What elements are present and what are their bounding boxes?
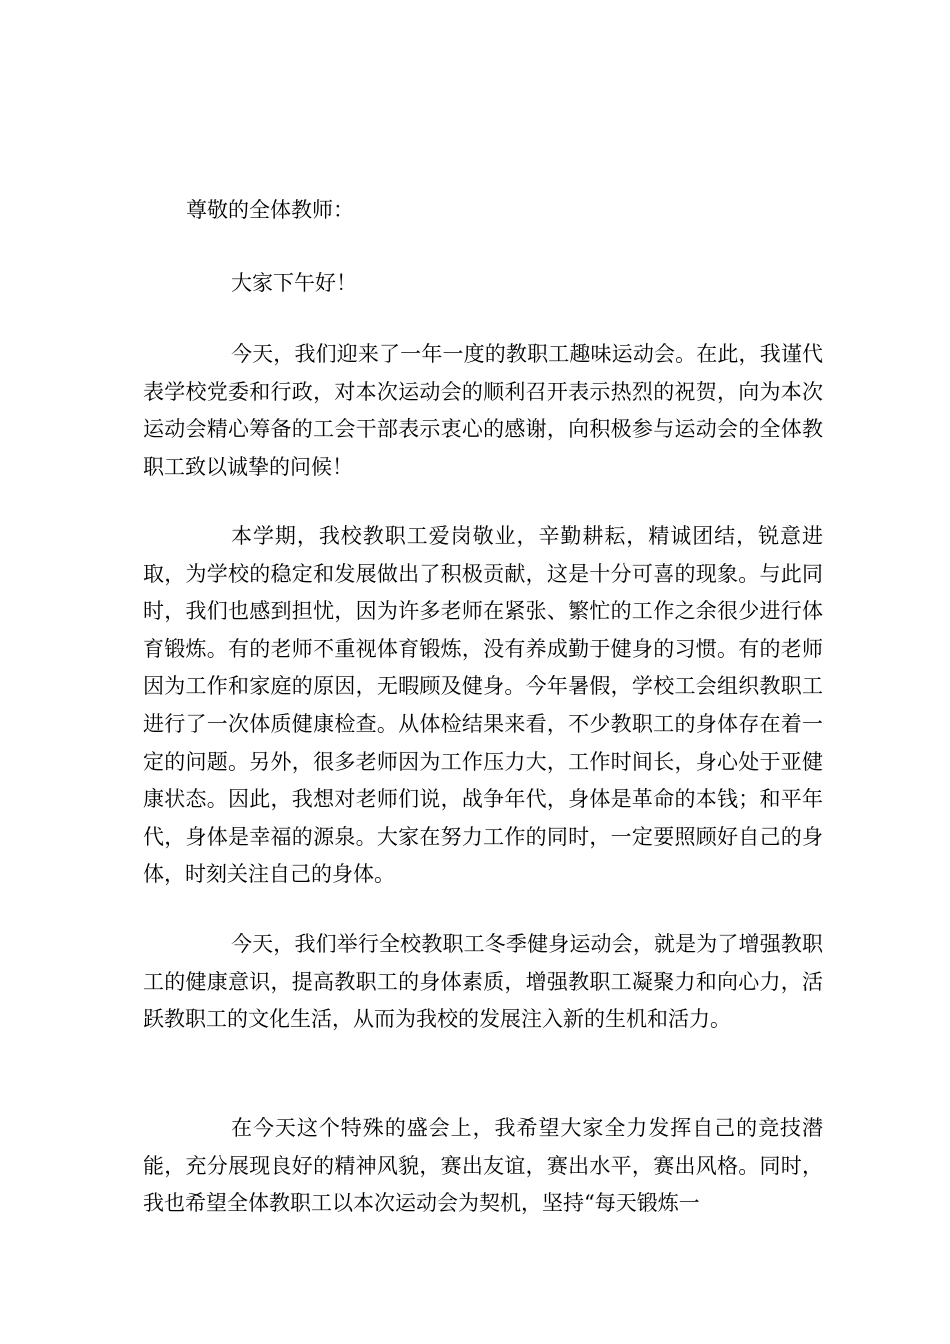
paragraph-health-concern: 本学期，我校教职工爱岗敬业，辛勤耕耘，精诚团结，锐意进取，为学校的稳定和发展做出了积极贡献，这是十分可喜的现象。与此同时，我们也感到担忧，因为许多老师在紧张、繁忙的工作之余很少进行体育锻炼。有的老师不重视体育锻炼，没有养成勤于健身的习惯。有的老师因为工作和家庭的原因，无暇顾及健身。今年暑假，学校工会组织教职工进行了一次体质健康检查。从体检结果来看，不少教职工的身体存在着一定的问题。另外，很多老师因为工作压力大，工作时间长，身心处于亚健康状态。因此，我想对老师们说，战争年代，身体是革命的本钱；和平年代，身体是幸福的源泉。大家在努力工作的同时，一定要照顾好自己的身体，时刻关注自己的身体。 <box>143 524 823 887</box>
greeting: 大家下午好！ <box>231 271 357 295</box>
paragraph-opening: 今天，我们迎来了一年一度的教职工趣味运动会。在此，我谨代表学校党委和行政，对本次运动会的顺利召开表示热烈的祝贺，向为本次运动会精心筹备的工会干部表示衷心的感谢，向积极参与运动会的全体教职工致以诚挚的问候！ <box>143 342 823 479</box>
salutation: 尊敬的全体教师： <box>186 198 354 222</box>
paragraph-purpose: 今天，我们举行全校教职工冬季健身运动会，就是为了增强教职工的健康意识，提高教职工的身体素质，增强教职工凝聚力和向心力，活跃教职工的文化生活，从而为我校的发展注入新的生机和活力。 <box>143 932 823 1032</box>
paragraph-hopes: 在今天这个特殊的盛会上，我希望大家全力发挥自己的竞技潜能，充分展现良好的精神风貌，赛出友谊，赛出水平，赛出风格。同时，我也希望全体教职工以本次运动会为契机，坚持“每天锻炼一 <box>143 1116 823 1216</box>
